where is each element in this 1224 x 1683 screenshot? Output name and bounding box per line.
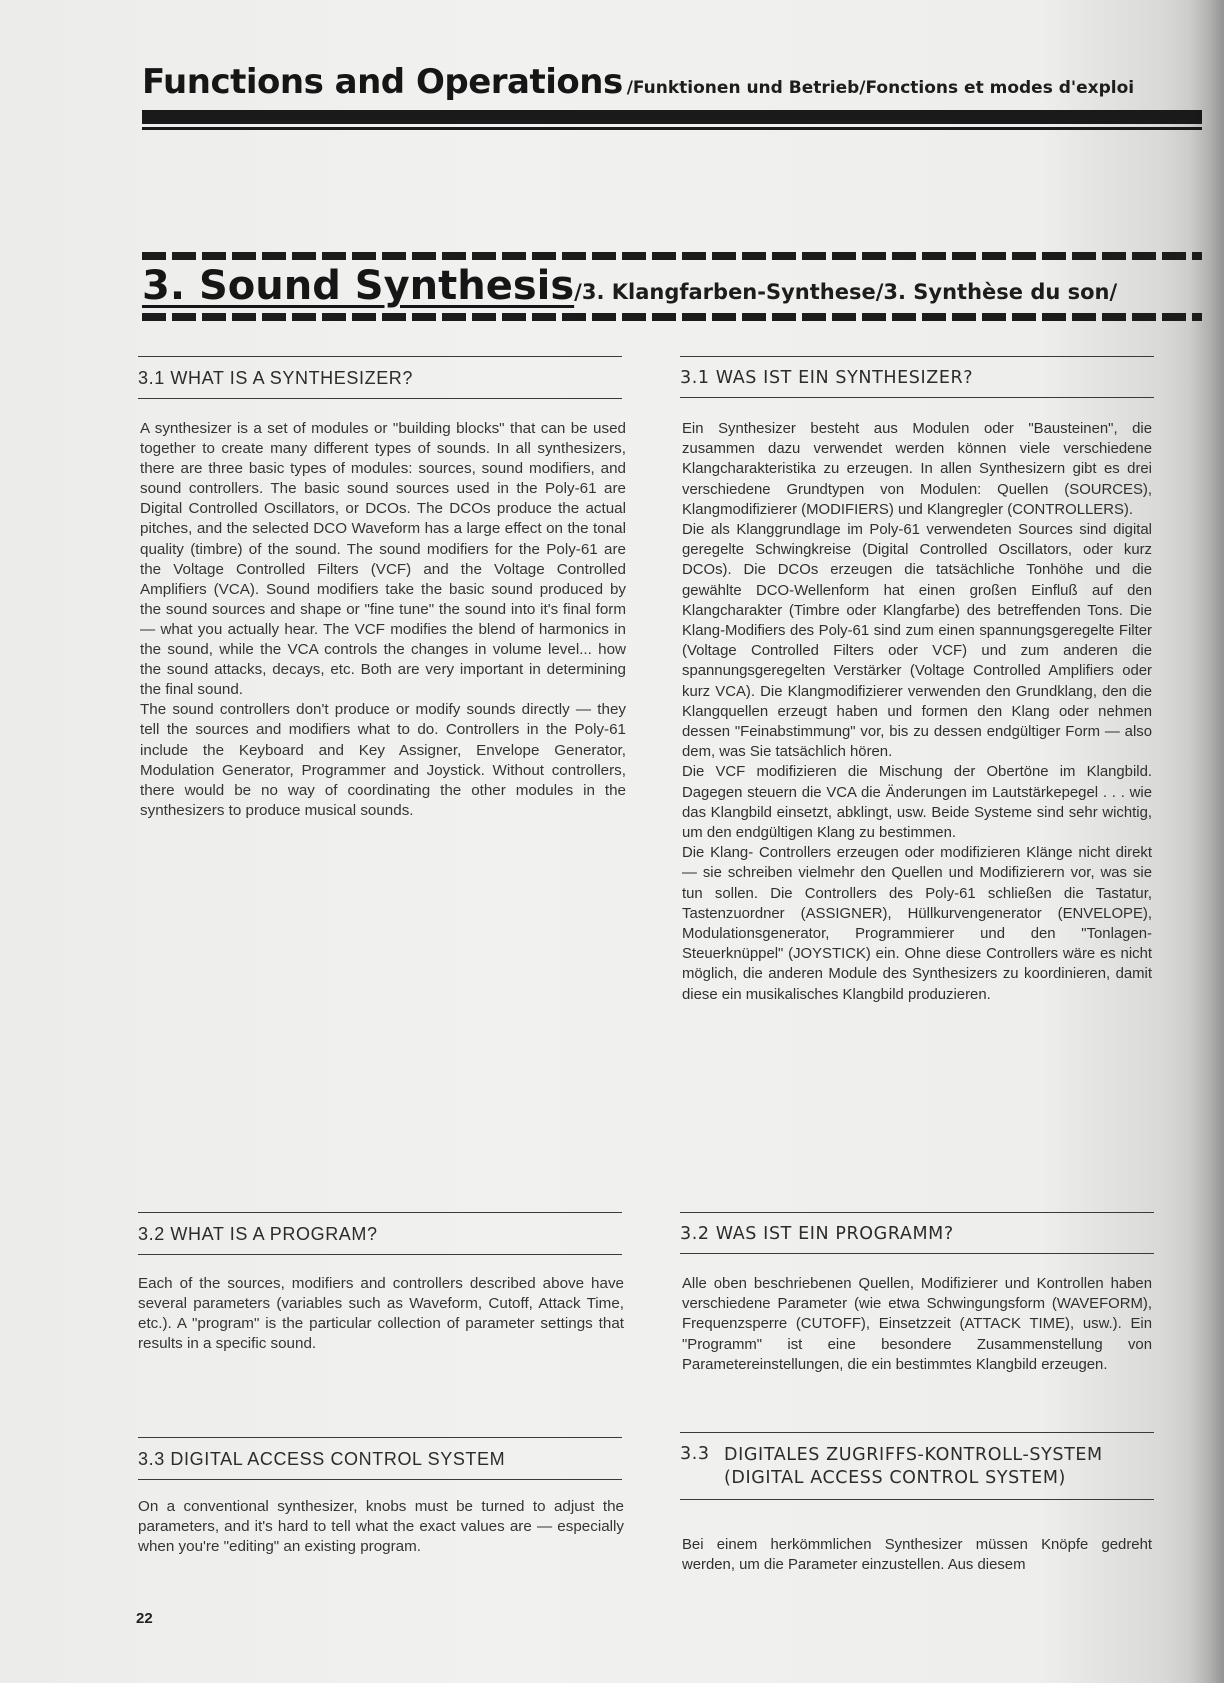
body-en-3-2: Each of the sources, modifiers and controllers described above have several parameters (variables such as Waveform, Cutoff, Attack Time, etc.). A "program" is the particular collection of parameter settings that results in a specific sound. bbox=[138, 1275, 624, 1353]
body-en-3-1: A synthesizer is a set of modules or "building blocks" that can be used together to create many different types of sounds. In all synthesizers, there are three basic types of modules: sources, sound modifiers, and sound controllers. The basic sound sources used in the Poly-61 are Digital Controlled Oscillators, or DCOs. The DCOs produce the actual pitches, and the selected DCO Waveform has a large effect on the tonal quality (timbre) of the sound. The sound modifiers for the Poly-61 are the Voltage Controlled Filters (VCF) and the Voltage Controlled Amplifiers (VCA). Sound modifiers take the basic sound produced by the sound sources and shape or "fine tune" the sound into it's final form — what you actually hear. The VCF modifies the blend of harmonics in the sound, while the VCA controls the changes in volume level... how the sound attacks, decays, etc. Both are very important in determining the final sound. The sound controllers don't produce or modify sounds directly — they tell the sources and modifiers what to do. Controllers in the Poly-61 include the Keyboard and Key Assigner, Envelope Generator, Modulation Generator, Programmer and Joystick. Without controllers, there would be no way of coordinating the other modules in the synthesizers to produce musical sounds. bbox=[140, 420, 626, 819]
heading-de-3-2: 3.2 WAS IST EIN PROGRAMM? bbox=[680, 1212, 1154, 1254]
header-rule bbox=[142, 110, 1202, 124]
heading-en-3-3: 3.3 DIGITAL ACCESS CONTROL SYSTEM bbox=[138, 1437, 622, 1480]
page-edge-shadow bbox=[1190, 0, 1224, 1683]
heading-de-3-3-text: DIGITALES ZUGRIFFS-KONTROLL-SYSTEM (DIGITAL ACCESS CONTROL SYSTEM) bbox=[724, 1445, 1103, 1488]
section-title-sub: /3. Klangfarben-Synthese/3. Synthèse du son/ bbox=[574, 280, 1118, 304]
page-number: 22 bbox=[136, 1610, 153, 1627]
header-rule-thin bbox=[142, 127, 1202, 130]
heading-de-3-1: 3.1 WAS IST EIN SYNTHESIZER? bbox=[680, 356, 1154, 398]
heading-en-3-2: 3.2 WHAT IS A PROGRAM? bbox=[138, 1212, 622, 1255]
dashed-band-bottom bbox=[142, 313, 1202, 321]
heading-de-3-3 bbox=[680, 1432, 1154, 1500]
body-de-3-1: Ein Synthesizer besteht aus Modulen oder "Bausteinen", die zusammen dazu verwendet werden können viele verschiedene Klangcharakteristika zu erzeugen. In allen Synthesizern gibt es drei verschiedene Grundtypen von Modulen: Quellen (SOURCES), Klangmodifizierer (MODIFIERS) und Klangregler (CONTROLLERS). Die als Klanggrundlage im Poly-61 verwendeten Sources sind digital geregelte Schwingkreise (Digital Controlled Oscillators, oder kurz DCOs). Die DCOs erzeugen die tatsächliche Tonhöhe und die gewählte DCO-Wellenform hat einen großen Einfluß auf den Klangcharakter (Timbre oder Klangfarbe) des betreffenden Tons. Die Klang-Modifiers des Poly-61 sind zum einen spannungsgeregelte Filter (Voltage Controlled Filters oder VCF) und zum anderen die spannungsgeregelten Verstärker (Voltage Controlled Amplifiers oder kurz VCA). Die Klangmodifizierer verwenden den Grundklang, den die Klangquellen erzeugt haben und formen den Klang oder nehmen dessen "Feinabstimmung" vor, bis zu dessen endgültiger Form — also dem, was Sie tatsächlich hören. Die VCF modifizieren die Mischung der Obertöne im Klangbild. Dagegen steuern die VCA die Änderungen im Lautstärkepegel . . . wie das Klangbild einsetzt, abklingt, usw. Beide Systeme sind sehr wichtig, um den endgültigen Klang zu bestimmen. Die Klang- Controllers erzeugen oder modifizieren Klänge nicht direkt — sie schreiben vielmehr den Quellen und Modifizierern vor, was sie tun sollen. Die Controllers des Poly-61 schließen die Tastatur, Tastenzuordner (ASSIGNER), Hüllkurvengenerator (ENVELOPE), Modulationsgenerator, Programmierer und den "Tonlagen-Steuerknüppel" (JOYSTICK) ein. Ohne diese Controllers wäre es nicht möglich, die anderen Module des Synthesizers zu koordinieren, damit diese ein musikalisches Klangbild produzieren. bbox=[682, 421, 1152, 1003]
section-title bbox=[142, 263, 1202, 309]
heading-de-3-3-number: 3.3 bbox=[680, 1444, 710, 1464]
body-de-3-2: Alle oben beschriebenen Quellen, Modifizierer und Kontrollen haben verschiedene Parameter (wie etwa Schwingungsform (WAVEFORM), Frequenzsperre (CUTOFF), Einsetzzeit (ATTACK TIME), usw.). Ein "Programm" ist eine besondere Zusammenstellung von Parametereinstellungen, die ein bestimmtes Klangbild erzeugen. bbox=[682, 1276, 1152, 1373]
dashed-band-top bbox=[142, 252, 1202, 260]
section-title-main: 3. Sound Synthesis bbox=[142, 263, 575, 309]
heading-en-3-1: 3.1 WHAT IS A SYNTHESIZER? bbox=[138, 356, 622, 399]
body-en-3-3: On a conventional synthesizer, knobs must be turned to adjust the parameters, and it's hard to tell what the exact values are — especially when you're "editing" an existing program. bbox=[138, 1498, 624, 1556]
header-title: Functions and Operations bbox=[142, 62, 623, 102]
body-de-3-3: Bei einem herkömmlichen Synthesizer müssen Knöpfe gedreht werden, um die Parameter einzustellen. Aus diesem bbox=[682, 1537, 1152, 1574]
page-header bbox=[142, 62, 1202, 102]
header-subtitle: /Funktionen und Betrieb/Fonctions et modes d'exploi bbox=[626, 78, 1135, 98]
